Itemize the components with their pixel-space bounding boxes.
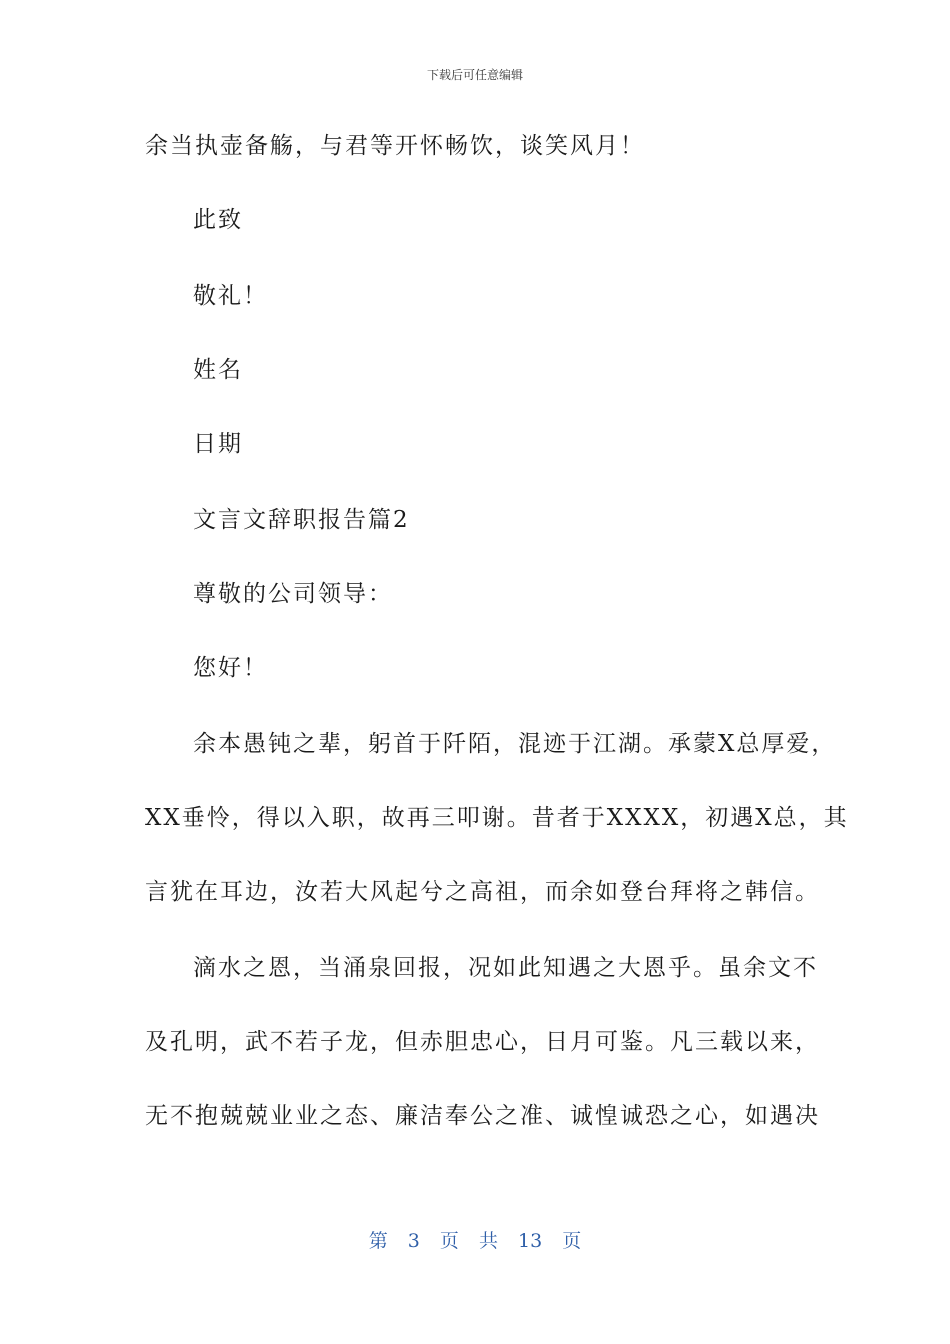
- page-header: 下载后可任意编辑: [426, 68, 523, 82]
- footer-label-ye: 页: [439, 1230, 459, 1252]
- body-line: 无不抱兢兢业业之态、廉洁奉公之准、诚惶诚恐之心，如遇决: [145, 1103, 820, 1129]
- body-line: 言犹在耳边，汝若大风起兮之高祖，而余如登台拜将之韩信。: [145, 879, 820, 905]
- greeting: 您好！: [193, 655, 268, 681]
- body-line: 及孔明，武不若子龙，但赤胆忠心，日月可鉴。凡三载以来，: [145, 1029, 820, 1055]
- closing-line: 敬礼！: [193, 283, 268, 309]
- body-line: XX垂怜，得以入职，故再三叩谢。昔者于XXXX，初遇X总，其: [145, 805, 849, 831]
- footer-label-gong: 共: [478, 1230, 498, 1252]
- salutation: 尊敬的公司领导：: [193, 581, 393, 607]
- closing-line: 此致: [193, 207, 243, 233]
- footer-current-page: 3: [407, 1230, 420, 1252]
- signature-name: 姓名: [193, 357, 243, 383]
- page-footer: [0, 1226, 950, 1253]
- section-title: 文言文辞职报告篇2: [193, 507, 410, 533]
- body-line: 余当执壶备觞，与君等开怀畅饮，谈笑风月！: [145, 133, 645, 159]
- signature-date: 日期: [193, 431, 243, 457]
- body-line: 滴水之恩，当涌泉回报，况如此知遇之大恩乎。虽余文不: [193, 955, 818, 981]
- footer-label-di: 第: [368, 1230, 388, 1252]
- footer-total-pages: 13: [518, 1230, 543, 1252]
- footer-label-ye: 页: [562, 1230, 582, 1252]
- body-line: 余本愚钝之辈，躬首于阡陌，混迹于江湖。承蒙X总厚爱，: [193, 731, 837, 757]
